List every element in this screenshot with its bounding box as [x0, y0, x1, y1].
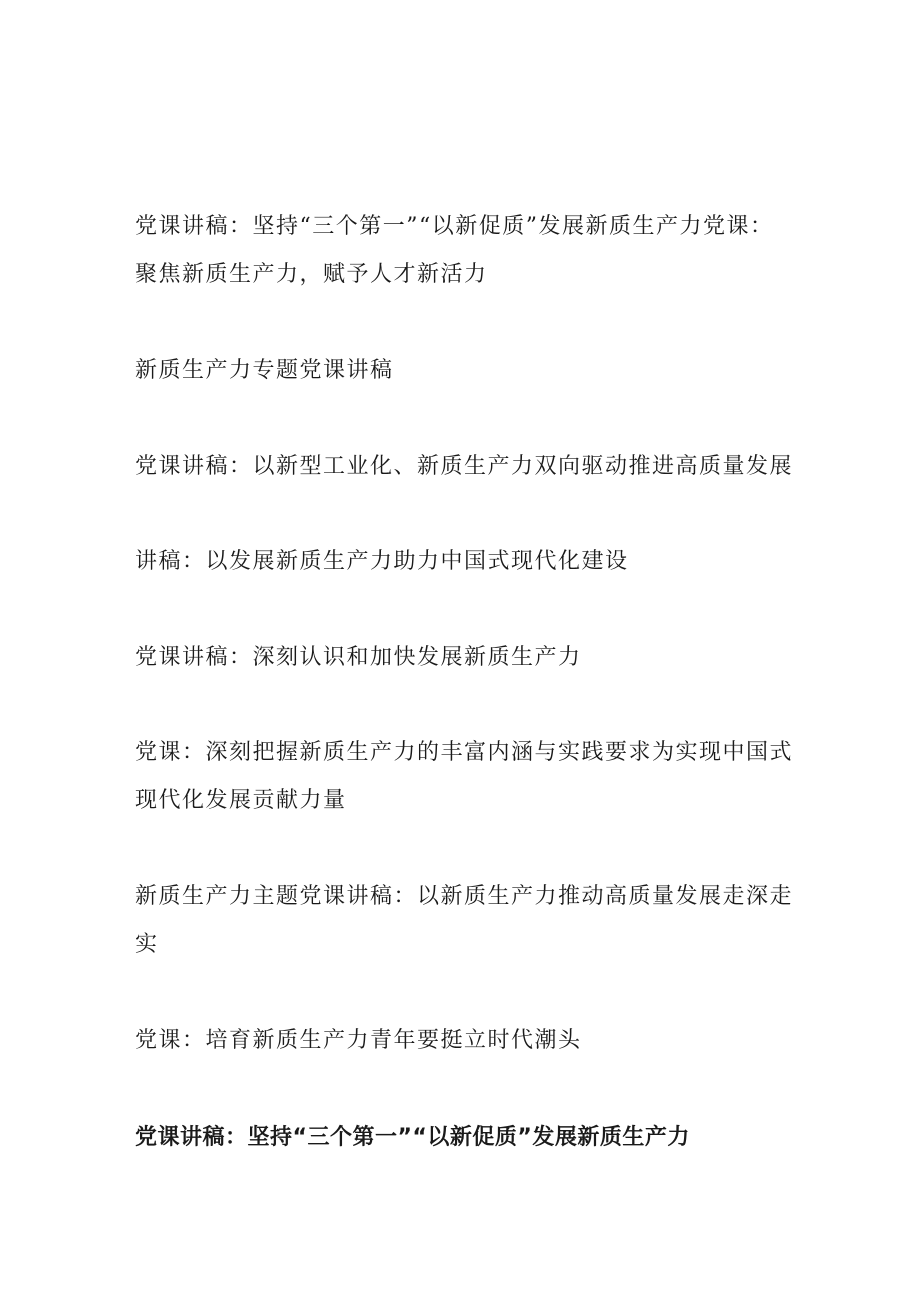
toc-entry-1: 党课讲稿：坚持“三个第一”“以新促质”发展新质生产力党课：聚焦新质生产力，赋予人才新活力: [135, 214, 774, 287]
toc-entry-8: 党课：培育新质生产力青年要挺立时代潮头: [135, 1028, 582, 1053]
toc-entry-4: 讲稿：以发展新质生产力助力中国式现代化建设: [135, 549, 629, 574]
section-heading: 党课讲稿：坚持“三个第一”“以新促质”发展新质生产力: [135, 1125, 690, 1150]
toc-entry-5: 党课讲稿：深刻认识和加快发展新质生产力: [135, 645, 582, 670]
toc-entry-3: 党课讲稿：以新型工业化、新质生产力双向驱动推进高质量发展: [135, 454, 794, 479]
toc-entry-6: 党课：深刻把握新质生产力的丰富内涵与实践要求为实现中国式现代化发展贡献力量: [135, 740, 794, 813]
toc-entry-2: 新质生产力专题党课讲稿: [135, 358, 394, 383]
toc-entry-7: 新质生产力主题党课讲稿：以新质生产力推动高质量发展走深走实: [135, 884, 794, 957]
